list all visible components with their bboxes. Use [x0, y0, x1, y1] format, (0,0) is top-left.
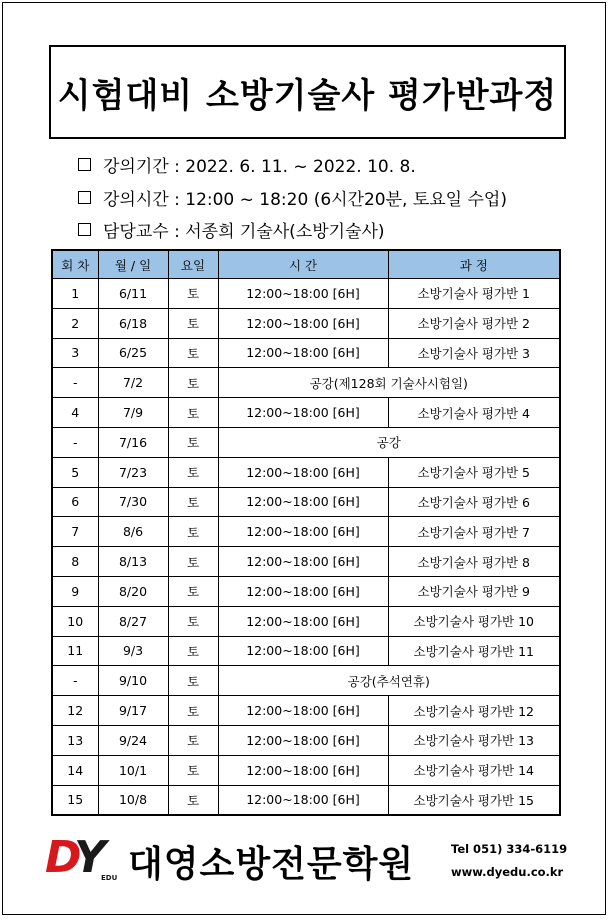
cell-day: 토	[168, 606, 218, 636]
logo-edu: EDU	[101, 874, 118, 882]
header-day: 요일	[168, 250, 218, 279]
cell-date: 8/27	[98, 606, 168, 636]
checkbox-bullet-icon	[78, 191, 91, 204]
cell-time: 12:00~18:00 [6H]	[218, 517, 388, 547]
checkbox-bullet-icon	[78, 158, 91, 171]
cell-date: 7/23	[98, 457, 168, 487]
table-row	[52, 308, 560, 338]
table-row	[52, 696, 560, 726]
cell-date: 7/9	[98, 398, 168, 428]
cell-day: 토	[168, 279, 218, 309]
cell-day: 토	[168, 755, 218, 785]
cell-date: 7/16	[98, 427, 168, 457]
table-row	[52, 576, 560, 606]
cell-date: 8/13	[98, 547, 168, 577]
cell-day: 토	[168, 785, 218, 815]
cell-day: 토	[168, 547, 218, 577]
cell-session: 11	[52, 636, 98, 666]
cell-session: 15	[52, 785, 98, 815]
cell-course: 소방기술사 평가반 3	[388, 338, 560, 368]
cell-time: 12:00~18:00 [6H]	[218, 576, 388, 606]
cell-day: 토	[168, 338, 218, 368]
info-period-value: 2022. 6. 11. ~ 2022. 10. 8.	[185, 157, 416, 177]
contact-info	[451, 838, 567, 884]
cell-day: 토	[168, 368, 218, 398]
header-time: 시 간	[218, 250, 388, 279]
cell-note: 공강	[218, 427, 560, 457]
info-professor-value: 서종희 기술사(소방기술사)	[185, 222, 385, 242]
cell-session: 7	[52, 517, 98, 547]
info-time: 강의시간 : 12:00 ~ 18:20 (6시간20분, 토요일 수업)	[78, 185, 507, 210]
cell-course: 소방기술사 평가반 12	[388, 696, 560, 726]
cell-date: 7/30	[98, 487, 168, 517]
cell-session: 5	[52, 457, 98, 487]
cell-session: 10	[52, 606, 98, 636]
table-header-row	[52, 250, 560, 279]
cell-session: 4	[52, 398, 98, 428]
cell-time: 12:00~18:00 [6H]	[218, 785, 388, 815]
cell-date: 9/3	[98, 636, 168, 666]
cell-course: 소방기술사 평가반 11	[388, 636, 560, 666]
cell-date: 6/18	[98, 308, 168, 338]
cell-day: 토	[168, 487, 218, 517]
cell-date: 10/8	[98, 785, 168, 815]
cell-day: 토	[168, 576, 218, 606]
cell-date: 6/11	[98, 279, 168, 309]
cell-course: 소방기술사 평가반 13	[388, 725, 560, 755]
info-time-label: 강의시간	[103, 190, 169, 210]
table-row	[52, 606, 560, 636]
cell-session: 1	[52, 279, 98, 309]
academy-name: 대영소방전문학원	[128, 844, 415, 885]
cell-session: -	[52, 368, 98, 398]
logo-d: D	[45, 832, 75, 883]
info-period-label: 강의기간	[103, 157, 169, 177]
table-row	[52, 427, 560, 457]
cell-course: 소방기술사 평가반 14	[388, 755, 560, 785]
footer	[0, 830, 612, 890]
table-row	[52, 398, 560, 428]
cell-time: 12:00~18:00 [6H]	[218, 696, 388, 726]
table-row	[52, 725, 560, 755]
cell-day: 토	[168, 696, 218, 726]
cell-session: -	[52, 427, 98, 457]
cell-course: 소방기술사 평가반 15	[388, 785, 560, 815]
cell-note: 공강(제128회 기술사시험일)	[218, 368, 560, 398]
cell-date: 9/24	[98, 725, 168, 755]
cell-course: 소방기술사 평가반 7	[388, 517, 560, 547]
table-row	[52, 279, 560, 309]
cell-course: 소방기술사 평가반 1	[388, 279, 560, 309]
cell-date: 7/2	[98, 368, 168, 398]
cell-date: 6/25	[98, 338, 168, 368]
cell-day: 토	[168, 517, 218, 547]
cell-session: 12	[52, 696, 98, 726]
cell-time: 12:00~18:00 [6H]	[218, 338, 388, 368]
cell-date: 8/20	[98, 576, 168, 606]
dy-logo	[45, 832, 125, 884]
cell-session: 3	[52, 338, 98, 368]
cell-time: 12:00~18:00 [6H]	[218, 487, 388, 517]
cell-date: 9/17	[98, 696, 168, 726]
cell-note: 공강(추석연휴)	[218, 666, 560, 696]
schedule-table	[51, 249, 561, 816]
table-row	[52, 547, 560, 577]
table-row	[52, 666, 560, 696]
cell-time: 12:00~18:00 [6H]	[218, 725, 388, 755]
info-professor-label: 담당교수	[103, 222, 169, 242]
logo-y: Y	[74, 832, 102, 883]
cell-session: 6	[52, 487, 98, 517]
cell-day: 토	[168, 308, 218, 338]
cell-time: 12:00~18:00 [6H]	[218, 636, 388, 666]
cell-day: 토	[168, 398, 218, 428]
cell-course: 소방기술사 평가반 9	[388, 576, 560, 606]
website: www.dyedu.co.kr	[451, 865, 564, 879]
tel: Tel 051) 334-6119	[451, 842, 568, 856]
table-row	[52, 457, 560, 487]
cell-day: 토	[168, 725, 218, 755]
cell-date: 10/1	[98, 755, 168, 785]
cell-course: 소방기술사 평가반 10	[388, 606, 560, 636]
cell-day: 토	[168, 636, 218, 666]
cell-session: 8	[52, 547, 98, 577]
cell-course: 소방기술사 평가반 5	[388, 457, 560, 487]
cell-session: -	[52, 666, 98, 696]
checkbox-bullet-icon	[78, 223, 91, 236]
info-professor: 담당교수 : 서종희 기술사(소방기술사)	[78, 217, 385, 242]
cell-day: 토	[168, 427, 218, 457]
cell-course: 소방기술사 평가반 8	[388, 547, 560, 577]
info-time-value: 12:00 ~ 18:20 (6시간20분, 토요일 수업)	[185, 190, 507, 210]
table-row	[52, 368, 560, 398]
cell-session: 2	[52, 308, 98, 338]
table-row	[52, 338, 560, 368]
cell-time: 12:00~18:00 [6H]	[218, 398, 388, 428]
cell-time: 12:00~18:00 [6H]	[218, 547, 388, 577]
info-period: 강의기간 : 2022. 6. 11. ~ 2022. 10. 8.	[78, 152, 416, 177]
cell-date: 8/6	[98, 517, 168, 547]
table-row	[52, 636, 560, 666]
table-row	[52, 487, 560, 517]
page-title: 시험대비 소방기술사 평가반과정	[57, 75, 558, 116]
cell-session: 9	[52, 576, 98, 606]
cell-course: 소방기술사 평가반 2	[388, 308, 560, 338]
header-session: 회 차	[52, 250, 98, 279]
header-course: 과 정	[388, 250, 560, 279]
title-box	[49, 45, 566, 139]
cell-time: 12:00~18:00 [6H]	[218, 606, 388, 636]
cell-course: 소방기술사 평가반 6	[388, 487, 560, 517]
header-date: 월 / 일	[98, 250, 168, 279]
cell-day: 토	[168, 666, 218, 696]
cell-session: 14	[52, 755, 98, 785]
cell-time: 12:00~18:00 [6H]	[218, 755, 388, 785]
table-row	[52, 785, 560, 815]
cell-session: 13	[52, 725, 98, 755]
table-row	[52, 755, 560, 785]
cell-course: 소방기술사 평가반 4	[388, 398, 560, 428]
cell-time: 12:00~18:00 [6H]	[218, 308, 388, 338]
cell-date: 9/10	[98, 666, 168, 696]
cell-day: 토	[168, 457, 218, 487]
cell-time: 12:00~18:00 [6H]	[218, 457, 388, 487]
cell-time: 12:00~18:00 [6H]	[218, 279, 388, 309]
table-row	[52, 517, 560, 547]
